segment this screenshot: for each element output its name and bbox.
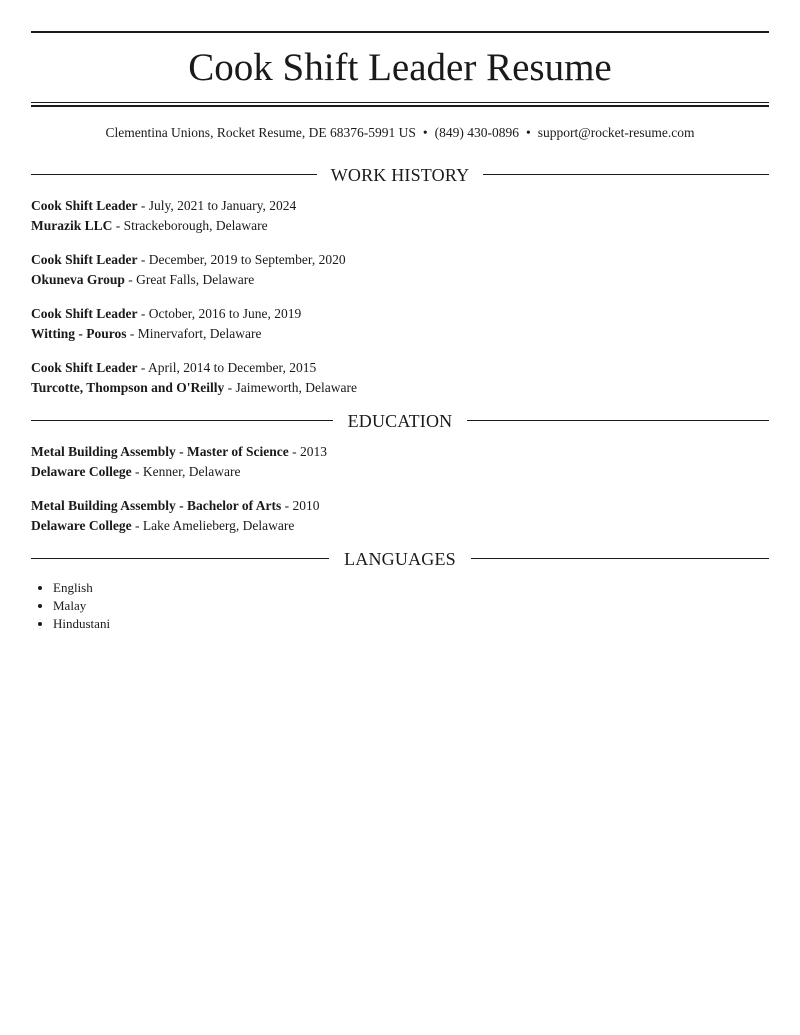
job-company: Turcotte, Thompson and O'Reilly [31,380,225,395]
degree: Metal Building Assembly - Master of Science [31,444,289,459]
contact-phone: (849) 430-0896 [434,125,520,140]
job-location: Strackeborough, Delaware [123,218,268,233]
resume-title: Cook Shift Leader Resume [188,46,612,89]
education-entry: Metal Building Assembly - Master of Science - 2013 Delaware College - Kenner, Delaware [31,444,327,479]
job-role: Cook Shift Leader [31,306,138,321]
job-dates: July, 2021 to January, 2024 [148,198,297,213]
languages-heading [31,547,769,571]
job-dates: October, 2016 to June, 2019 [148,306,302,321]
school-location: Lake Amelieberg, Delaware [142,518,295,533]
contact-email[interactable]: support@rocket-resume.com [537,125,695,140]
section-title: EDUCATION [347,411,453,431]
school: Delaware College [31,464,132,479]
education-entry: Metal Building Assembly - Bachelor of Arts - 2010 Delaware College - Lake Amelieberg, Delaware [31,498,320,533]
work-history-heading [31,163,769,187]
heading-rule-right [483,174,769,175]
job-dates: December, 2019 to September, 2020 [148,252,346,267]
job-location: Great Falls, Delaware [136,272,255,287]
job-dates: April, 2014 to December, 2015 [148,360,317,375]
heading-rule-right [471,558,769,559]
contact-line [31,123,769,143]
school: Delaware College [31,518,132,533]
job-company: Okuneva Group [31,272,125,287]
work-entry: Cook Shift Leader - December, 2019 to September, 2020 Okuneva Group - Great Falls, Delaware [31,252,346,287]
job-location: Minervafort, Delaware [137,326,262,341]
work-entry: Cook Shift Leader - October, 2016 to June, 2019 Witting - Pouros - Minervafort, Delaware [31,306,302,341]
job-location: Jaimeworth, Delaware [235,380,357,395]
job-company: Murazik LLC [31,218,113,233]
section-title: LANGUAGES [344,549,456,569]
title-rule-thick [31,105,769,107]
section-title: WORK HISTORY [330,165,470,185]
job-role: Cook Shift Leader [31,252,138,267]
contact-address: Clementina Unions, Rocket Resume, DE 68376-5991 US [105,125,416,140]
heading-rule-right [467,420,769,421]
degree-year: 2013 [299,444,327,459]
work-entry: Cook Shift Leader - July, 2021 to January, 2024 Murazik LLC - Strackeborough, Delaware [31,198,297,233]
contact-separator: • [526,125,531,140]
education-heading [31,409,769,433]
degree: Metal Building Assembly - Bachelor of Arts [31,498,282,513]
job-role: Cook Shift Leader [31,198,138,213]
school-location: Kenner, Delaware [142,464,241,479]
language-item: • English [53,579,110,597]
contact-separator: • [422,125,428,140]
job-role: Cook Shift Leader [31,360,138,375]
work-entry: Cook Shift Leader - April, 2014 to December, 2015 Turcotte, Thompson and O'Reilly - Jaimeworth, Delaware [31,360,357,395]
top-rule [31,31,769,33]
language-list [31,579,110,633]
language-item: • Hindustani [53,615,110,633]
title-rule-thin [31,102,769,103]
degree-year: 2010 [292,498,320,513]
language-item: • Malay [53,597,110,615]
job-company: Witting - Pouros [31,326,127,341]
